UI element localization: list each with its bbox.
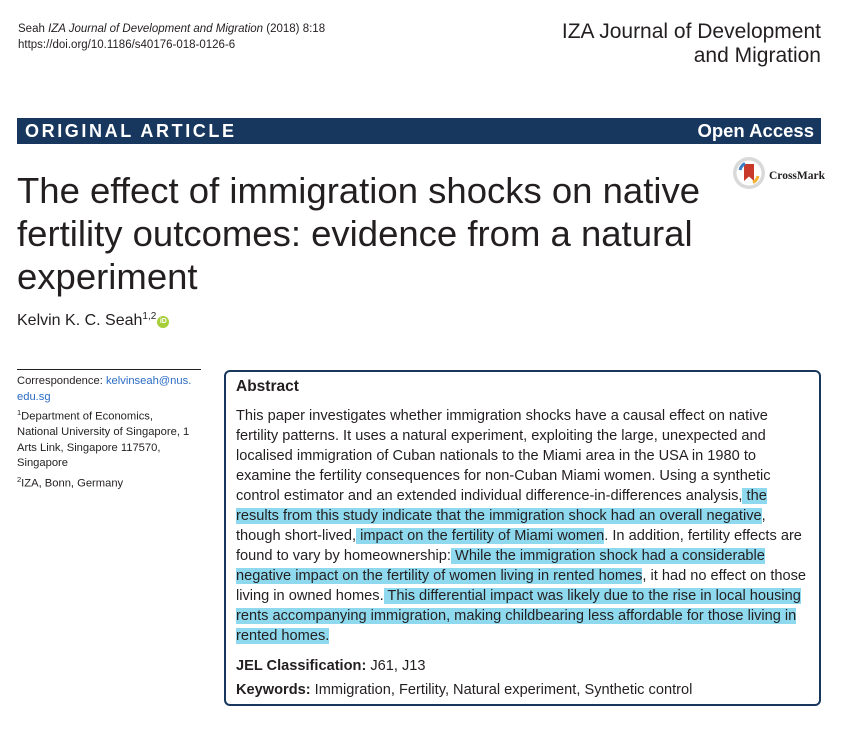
affiliation-1-line4: Singapore <box>17 457 69 470</box>
orcid-icon[interactable]: iD <box>157 316 169 328</box>
affiliation-1-line2: National University of Singapore, 1 <box>17 426 190 439</box>
author-line <box>17 312 169 330</box>
crossmark-icon <box>732 156 766 195</box>
journal-title-line2: and Migration <box>693 44 821 67</box>
author-short: Seah <box>18 23 45 35</box>
jel-classification <box>236 656 809 676</box>
jel-value: J61, J13 <box>366 658 426 674</box>
affiliation-1 <box>17 405 201 425</box>
article-type: ORIGINAL ARTICLE <box>25 120 237 141</box>
correspondence-sidebar <box>17 369 201 492</box>
author-affiliation-sup: 1,2 <box>142 311 157 322</box>
affiliation-1-line3: Arts Link, Singapore 117570, <box>17 441 161 454</box>
highlighted-segment[interactable]: This differential impact was likely due to the rise in local housing rents accompanying immigration, making childbearing less affordable for those living in rented homes. <box>236 588 801 644</box>
abstract-box <box>224 370 821 706</box>
keywords <box>236 680 809 700</box>
journal-name-italic: IZA Journal of Development and Migration <box>48 23 264 35</box>
abstract-segment: This paper investigates whether immigration shocks have a causal effect on native fertility patterns. It uses a natural experiment, exploiting the large, unexpected and localised immigration of Cuban nationals to the Miami area in the USA in 1980 to examine the fertility consequences for non-Cuban Miami women. Using a synthetic control estimator and an extended individual difference-in-differences analysis, <box>236 408 771 504</box>
crossmark-label: CrossMark <box>769 169 826 182</box>
abstract-text <box>236 406 809 646</box>
highlighted-segment[interactable]: While the immigration shock had a considerable negative impact on the fertility of women living in rented homes <box>236 548 765 584</box>
journal-title-line1: IZA Journal of Development <box>561 20 821 43</box>
jel-label: JEL Classification: <box>236 658 367 674</box>
email-link[interactable]: kelvinseah@nus. <box>105 375 192 387</box>
highlighted-segment[interactable]: the results from this study indicate that the immigration shock had an overall negative <box>236 488 767 524</box>
affiliation-1-sup: 1 <box>17 408 22 417</box>
journal-title <box>562 20 821 68</box>
affiliation-2 <box>17 472 201 492</box>
email-link-continued[interactable]: edu.sg <box>17 390 51 403</box>
abstract-segment: , it had no effect on those living in owned homes. <box>236 568 807 604</box>
keywords-label: Keywords: <box>236 682 311 698</box>
running-header <box>18 21 325 53</box>
citation-line <box>18 21 325 37</box>
citation: (2018) 8:18 <box>266 23 326 35</box>
doi-link[interactable]: https://doi.org/10.1186/s40176-018-0126-6 <box>18 39 236 51</box>
crossmark-button[interactable] <box>732 156 825 195</box>
affiliation-2-sup: 2 <box>17 474 22 484</box>
affiliation-1-line1: Department of Economics, <box>21 410 153 423</box>
keywords-value: Immigration, Fertility, Natural experiment, Synthetic control <box>310 682 693 698</box>
author-name[interactable]: Kelvin K. C. Seah <box>17 312 143 329</box>
correspondence-label: Correspondence: <box>17 375 106 387</box>
affiliation-2-text: IZA, Bonn, Germany <box>21 477 124 490</box>
open-access-label: Open Access <box>697 120 814 141</box>
highlighted-segment[interactable]: impact on the fertility of Miami women <box>356 528 605 544</box>
abstract-segment: . In addition, fertility effects are found to vary by homeownership: <box>236 528 802 564</box>
abstract-segment: , though short-lived, <box>236 508 766 544</box>
abstract-heading: Abstract <box>236 378 299 395</box>
article-title: The effect of immigration shocks on native fertility outcomes: evidence from a natural experiment <box>17 170 701 297</box>
correspondence <box>17 374 201 390</box>
article-type-banner <box>17 118 821 144</box>
